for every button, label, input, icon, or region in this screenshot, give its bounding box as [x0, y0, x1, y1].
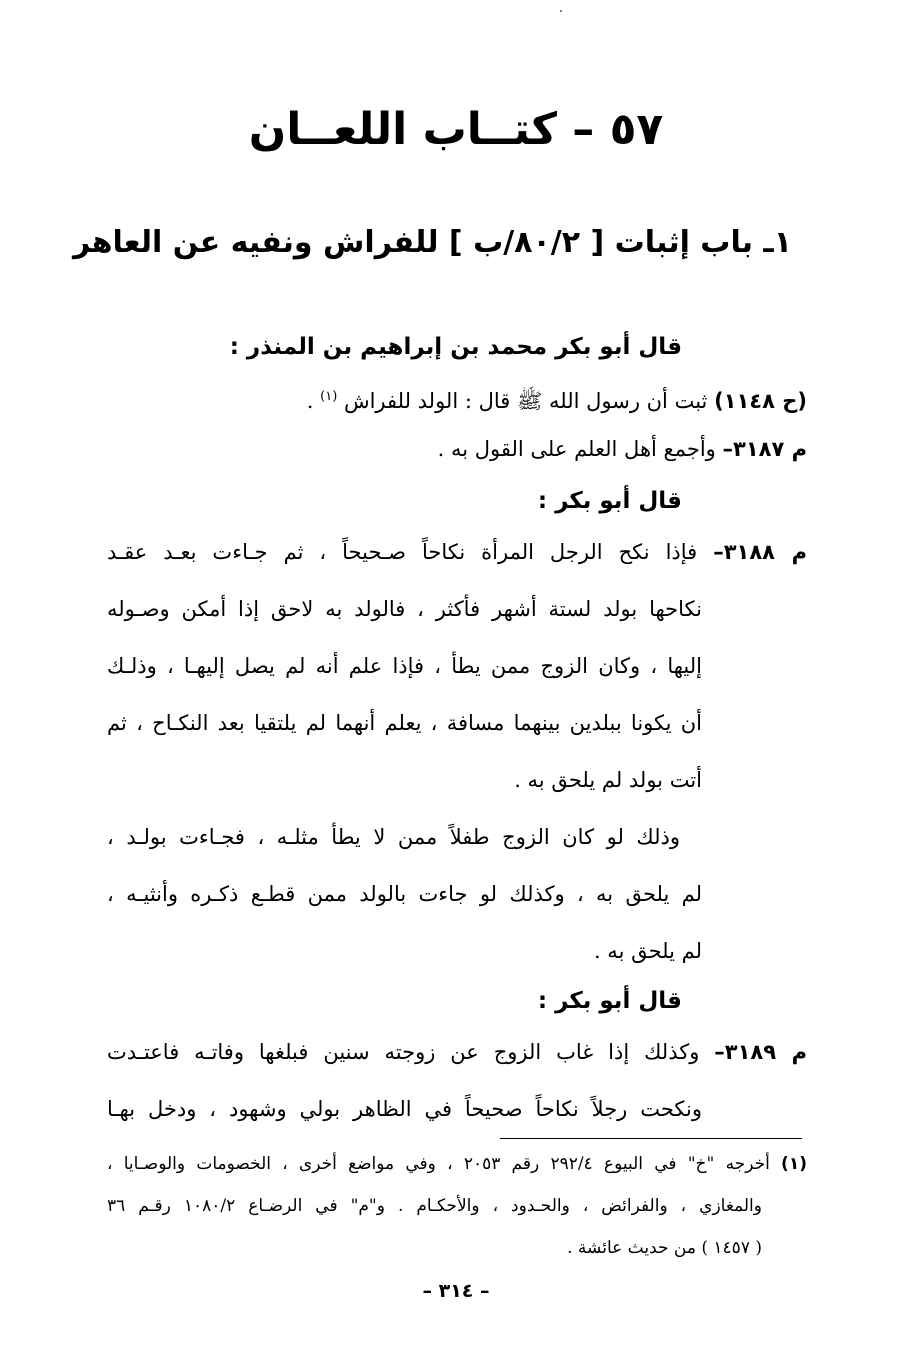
issue-3187-text: وأجمع أهل العلم على القول به .	[437, 437, 716, 461]
footnote-number: (١)	[781, 1154, 807, 1174]
scan-speck	[560, 10, 562, 12]
para2-line-3: لم يلحق به .	[593, 939, 702, 963]
page-number: – ٣١٤ –	[422, 1280, 490, 1302]
issue-marker-3189: م ٣١٨٩–	[714, 1040, 807, 1064]
issue-3188-line-1	[107, 535, 807, 569]
qal-abu-bakr-heading: قال أبو بكر :	[537, 488, 682, 514]
issue-marker-3187: م ٣١٨٧–	[722, 437, 807, 461]
issue-3188-line-3: إليها ، وكان الزوج ممن يطأ ، فإذا علم أنه لم يصل إليهـا ، وذلـك	[107, 654, 702, 678]
footnote-line-2: والمغازي ، والفرائض ، والحـدود ، والأحكـام . و"م" في الرضـاع ١٠٨٠/٢ رقـم ٣٦	[107, 1196, 762, 1216]
footnote-ref[interactable]: (١)	[320, 389, 338, 404]
issue-marker-3188: م ٣١٨٨–	[713, 540, 807, 564]
hadith-text: ثبت أن رسول الله ﷺ قال : الولد للفراش	[343, 389, 708, 413]
para2-line-2: لم يلحق به ، وكذلك لو جاءت بالولد ممن قطـع ذكـره وأنثيـه ،	[107, 882, 702, 906]
intro-line: قال أبو بكر محمد بن إبراهيم بن المنذر :	[229, 334, 682, 360]
footnote-text-1: أخرجه "خ" في البيوع ٢٩٢/٤ رقم ٢٠٥٣ ، وفي مواضع أخرى ، الخصومات والوصـايا ،	[107, 1154, 770, 1174]
issue-3188-line-2: نكاحها بولد لستة أشهر فأكثر ، فالولد به لاحق إذا أمكن وصـوله	[107, 597, 702, 621]
hadith-end: .	[306, 389, 314, 413]
hadith-1148-line	[307, 380, 807, 418]
hadith-ref: (ح ١١٤٨)	[714, 389, 807, 413]
issue-3189-text-1: وكذلك إذا غاب الزوج عن زوجته سنين فبلغها وفاتـه فاعتـدت	[107, 1040, 700, 1064]
issue-3188-line-4: أن يكونا ببلدين بينهما مسافة ، يعلم أنهما لم يلتقيا بعد النكـاح ، ثم	[107, 711, 702, 735]
section-title: ١ـ باب إثبات [ ٨٠/٢/ب ] للفراش ونفيه عن العاهر	[73, 225, 792, 260]
issue-3188-text-1: فإذا نكح الرجل المرأة نكاحاً صـحيحاً ، ثم جـاءت بعـد عقـد	[107, 540, 698, 564]
issue-3189-line-2: ونكحت رجلاً نكاحاً صحيحاً في الظاهر بولي وشهود ، ودخل بهـا	[107, 1097, 702, 1121]
footnote-line-3: ( ١٤٥٧ ) من حديث عائشة .	[567, 1238, 762, 1258]
footnote-line-1	[107, 1150, 807, 1178]
chapter-title: ٥٧ – كتــاب اللعــان	[248, 104, 664, 155]
issue-3188-line-5: أتت بولد لم يلحق به .	[514, 768, 702, 792]
footnote-separator	[500, 1138, 802, 1139]
qal-abu-bakr-heading-2: قال أبو بكر :	[537, 988, 682, 1014]
para2-line-1: وذلك لو كان الزوج طفلاً ممن لا يطأ مثلـه ، فجـاءت بولـد ،	[107, 825, 680, 849]
issue-3189-line-1	[107, 1035, 807, 1069]
issue-3187-line	[438, 432, 807, 466]
